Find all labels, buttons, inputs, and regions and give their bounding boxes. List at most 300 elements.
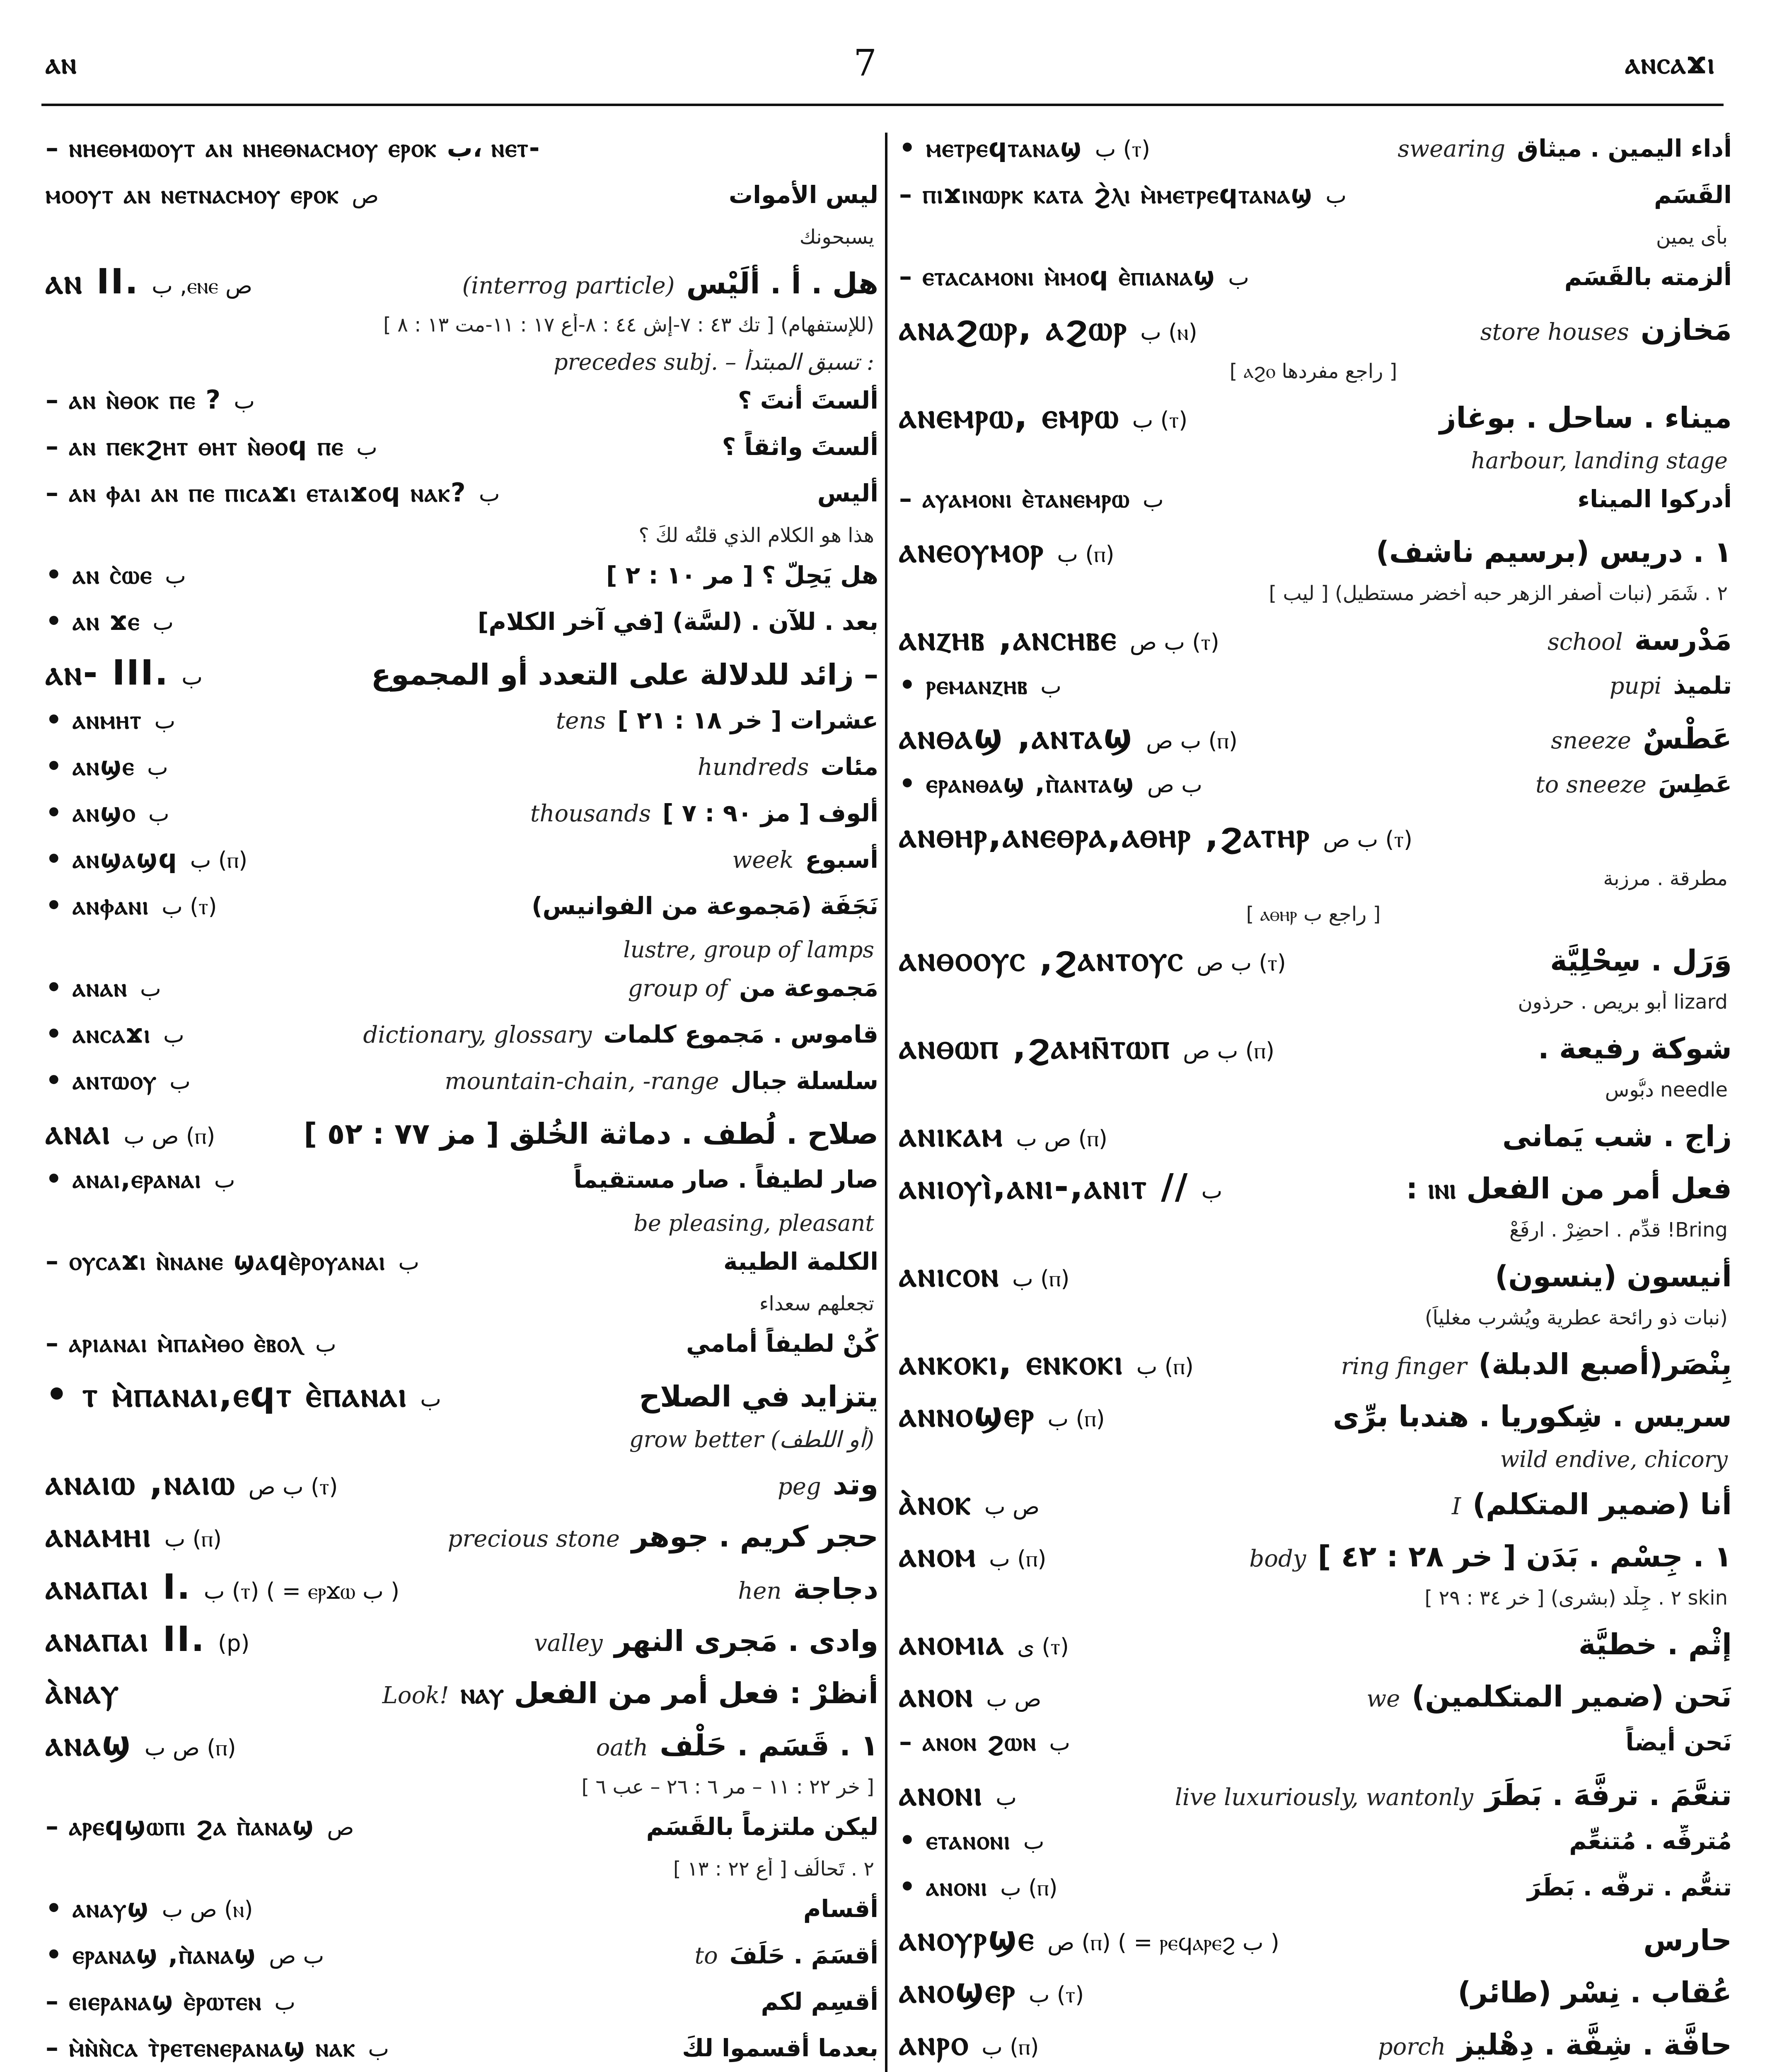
entry-headword-group — [46, 385, 255, 415]
entry-note: precedes subj. – تسبق المبتدأ : — [554, 349, 874, 375]
dictionary-entry — [46, 1111, 878, 1164]
part-of-speech: ب ص — [1147, 772, 1202, 798]
part-of-speech: ب — [356, 434, 377, 460]
english-gloss: I — [1451, 1493, 1461, 1520]
header-rule — [41, 104, 1724, 106]
arabic-gloss: أداء اليمين . ميثاق — [1517, 134, 1732, 162]
coptic-headword: ⲁ̀ⲛⲟⲕ — [899, 1482, 972, 1523]
entry-gloss-group — [646, 1813, 878, 1841]
arabic-gloss: أقسَمَ . حَلَفَ — [729, 1941, 878, 1969]
entry-headword-group — [46, 1246, 419, 1276]
entry-gloss-group — [738, 386, 878, 414]
dictionary-subentry — [46, 1328, 878, 1374]
entry-gloss-group — [371, 658, 878, 692]
entry-headword-group — [46, 652, 203, 693]
arabic-gloss: أسبوع — [805, 845, 878, 874]
part-of-speech: ب — [234, 388, 255, 414]
arabic-gloss: ١ . جِسْم . بَدَن [ خر ٢٨ : ٤٢ ] — [1318, 1539, 1732, 1573]
arabic-gloss: هل . أ . ألَيْس — [686, 266, 878, 300]
coptic-headword: • ⲁⲛϣⲉ — [46, 751, 135, 781]
part-of-speech: ب ص (ⲧ) — [1129, 629, 1219, 655]
dictionary-subentry — [46, 890, 878, 937]
coptic-headword: – ⲁⲣⲓⲁⲛⲁⲓ ⲙ̀ⲡⲁⲙ̀ⲑⲟ ⲉ̀ⲃⲟⲗ — [46, 1328, 303, 1358]
coptic-headword: • ⲁⲛⲫⲁⲛⲓ — [46, 890, 150, 920]
arabic-gloss: ألستَ أنتَ ؟ — [737, 386, 878, 414]
entry-note: grow better (أو اللطف) — [629, 1426, 874, 1452]
part-of-speech: ب — [1228, 264, 1249, 290]
coptic-headword: • ⲉⲣⲁⲛⲁϣ ,ⲡ̀ⲁⲛⲁϣ — [46, 1939, 257, 1970]
arabic-gloss: يتزايد في الصلاح — [639, 1380, 878, 1414]
part-of-speech: ص — [327, 1814, 354, 1840]
arabic-gloss: مئات — [820, 753, 878, 781]
coptic-headword: ⲁⲛⲟⲩⲣϣⲉ — [899, 1918, 1035, 1958]
entry-headword-group — [46, 1723, 236, 1764]
entry-gloss-group — [606, 561, 878, 589]
part-of-speech: ب — [163, 1022, 184, 1048]
entry-note: (نبات ذو رائحة عطرية ويُشرب مغلياً) — [1424, 1306, 1728, 1329]
coptic-headword: ⲁⲛⲟⲙ — [899, 1534, 977, 1575]
english-gloss: hundreds — [697, 754, 809, 781]
coptic-headword: • ⲁⲛⲁⲩϣ — [46, 1893, 150, 1923]
entry-gloss-group — [363, 1020, 878, 1048]
part-of-speech: ص ب (ⲛ) — [162, 1896, 253, 1922]
english-gloss: porch — [1378, 2033, 1446, 2060]
arabic-gloss: دجاجة — [793, 1572, 878, 1606]
part-of-speech: ب — [1049, 1730, 1071, 1756]
entry-note: ٢ . تَحالُف [ أع ٢٢ : ١٣ ] — [673, 1857, 874, 1881]
entry-gloss-group — [1480, 313, 1732, 347]
coptic-headword: – ⲟⲩⲥⲁϫⲓ ⲛ̀ⲛⲁⲛⲉ ϣⲁϥⲉ̀ⲣⲟⲩⲁⲛⲁⲓ — [46, 1246, 386, 1276]
entry-headword-group — [46, 890, 217, 921]
dictionary-entry — [899, 1674, 1732, 1726]
arabic-gloss: مَجموعة من — [739, 974, 878, 1002]
dictionary-subentry — [899, 1871, 1732, 1918]
entry-headword-group — [46, 1514, 222, 1555]
dictionary-subentry — [899, 261, 1732, 307]
english-gloss: body — [1249, 1545, 1306, 1572]
dictionary-entry — [899, 1918, 1732, 1970]
entry-headword-group — [899, 938, 1286, 979]
entry-note: [ راجع ب ⲁⲑⲏⲣ ] — [1246, 903, 1381, 926]
dictionary-subentry — [46, 972, 878, 1019]
coptic-headword: • ⲁⲛϣⲁϣϥ — [46, 844, 178, 874]
english-gloss: hen — [738, 1578, 782, 1605]
coptic-headword: – ⲁⲛ ⲡⲉⲕϩⲏⲧ ⲑⲏⲧ ⲛ̀ⲑⲟϥ ⲡⲉ — [46, 431, 344, 461]
entry-note: Bring! قدِّم . احضِرْ . ارفَعْ — [1509, 1218, 1728, 1242]
arabic-gloss: حافَّة . شِفَّة . دِهْليز — [1457, 2028, 1732, 2062]
part-of-speech: ب — [148, 801, 169, 827]
dictionary-subentry — [46, 1065, 878, 1111]
coptic-headword: • ⲧ ⲙ̀ⲡⲁⲛⲁⲓ,ⲉϥⲧ ⲉ̀ⲡⲁⲛⲁⲓ — [46, 1374, 408, 1415]
part-of-speech: ب ص — [269, 1943, 324, 1969]
arabic-gloss: ليس الأموات — [728, 181, 878, 209]
english-gloss: pupi — [1609, 673, 1662, 700]
part-of-speech: ب — [154, 708, 176, 734]
coptic-headword: • ⲁⲛⲟⲛⲓ — [899, 1871, 988, 1902]
entry-gloss-group — [1502, 1119, 1732, 1153]
part-of-speech: ب ص (ⲧ) — [1323, 826, 1413, 852]
dictionary-entry — [46, 1723, 878, 1775]
coptic-headword: • ⲁⲛⲧⲱⲟⲩ — [46, 1065, 157, 1095]
part-of-speech: ب — [1040, 673, 1062, 699]
entry-gloss-group — [1550, 944, 1732, 978]
dictionary-subentry — [46, 133, 878, 179]
entry-headword-group — [899, 179, 1347, 210]
dictionary-entry — [899, 716, 1732, 768]
coptic-headword: – ⲉⲧⲁⲥⲁⲙⲟⲛⲓ ⲙ̀ⲙⲟϥ ⲉ̀ⲡⲓⲁⲛⲁϣ — [899, 261, 1216, 291]
coptic-headword: ⲁⲛⲓⲕⲁⲙ — [899, 1114, 1004, 1155]
coptic-headword: • ⲉⲧⲁⲛⲟⲛⲓ — [899, 1825, 1011, 1855]
entry-gloss-group — [1564, 263, 1732, 291]
dictionary-entry — [899, 307, 1732, 360]
entry-headword-group — [46, 1462, 338, 1503]
dictionary-entry — [899, 395, 1732, 448]
entry-headword-group — [46, 1986, 295, 2016]
part-of-speech: ص ب (ⲡ) — [123, 1123, 215, 1149]
part-of-speech: ب ,ⲉⲛⲉ ص — [152, 273, 253, 299]
entry-gloss-group — [732, 845, 878, 874]
entry-gloss-group — [574, 1165, 878, 1193]
entry-gloss-group — [1569, 1827, 1732, 1855]
entry-gloss-group — [1378, 2028, 1732, 2062]
part-of-speech: ب — [1023, 1828, 1044, 1854]
arabic-gloss: ميناء . ساحل . بوغاز — [1439, 401, 1732, 435]
entry-gloss-group — [1579, 1627, 1732, 1661]
arabic-gloss: – زائد للدلالة على التعدد أو المجموع — [371, 658, 878, 692]
dictionary-subentry — [46, 1893, 878, 1939]
entry-gloss-group — [1551, 721, 1732, 755]
entry-gloss-group — [1397, 134, 1732, 162]
dictionary-subentry — [899, 1726, 1732, 1773]
part-of-speech: ب (ⲡ) — [164, 1526, 222, 1552]
arabic-gloss: بِنْصَر(أصبع الدبلة) — [1478, 1347, 1732, 1381]
coptic-headword: • ⲁⲛϣⲟ — [46, 797, 136, 828]
coptic-headword: • ⲣⲉⲙⲁⲛⲍⲏⲃ — [899, 670, 1028, 700]
entry-headword-group — [899, 716, 1238, 757]
entry-gloss-group — [530, 799, 878, 827]
entry-note: تجعلهم سعداء — [759, 1292, 874, 1315]
entry-headword-group — [899, 395, 1187, 436]
part-of-speech: (p) — [218, 1630, 250, 1656]
part-of-speech: ب (ⲛ) — [1140, 319, 1197, 345]
entry-gloss-group — [1341, 1347, 1732, 1381]
english-gloss: school — [1547, 629, 1623, 656]
coptic-headword: ⲁⲛⲑⲏⲣ,ⲁⲛⲉⲑⲣⲁ,ⲁⲑⲏⲣ ,ϩⲁⲧⲏⲣ — [899, 815, 1311, 855]
arabic-gloss: نَحن (ضمير المتكلمين) — [1412, 1680, 1732, 1714]
entry-gloss-group — [723, 1247, 878, 1276]
entry-headword-group — [46, 1893, 253, 1924]
part-of-speech: ب — [1325, 182, 1347, 208]
dictionary-subentry — [46, 385, 878, 431]
entry-note: ٢ . شَمَر (نبات أصفر الزهر حبه أخضر مستطيل) [ ليب ] — [1269, 582, 1728, 605]
part-of-speech: ى (ⲧ) — [1017, 1634, 1069, 1660]
entry-headword-group — [46, 1671, 120, 1712]
arabic-gloss: عُقاب . نِسْر (طائر) — [1458, 1975, 1732, 2009]
part-of-speech: ب (ⲡ) — [190, 847, 248, 873]
part-of-speech: ب — [996, 1784, 1017, 1811]
entry-headword-group — [46, 972, 161, 1003]
coptic-headword: ⲁⲛⲁⲡⲁⲓ I. — [46, 1566, 191, 1607]
entry-headword-group — [46, 431, 377, 462]
part-of-speech: ب (ⲡ) — [1136, 1353, 1194, 1380]
arabic-gloss: بعدما أقسموا لكَ — [682, 2034, 878, 2062]
entry-gloss-group — [803, 1895, 878, 1923]
entry-headword-group — [899, 1871, 1058, 1902]
part-of-speech: ص ب (ⲡ) — [1016, 1126, 1108, 1152]
part-of-speech: ب (ⲡ) — [1000, 1875, 1058, 1901]
entry-headword-group — [46, 559, 186, 590]
part-of-speech: ب — [165, 563, 186, 589]
dictionary-subentry — [899, 179, 1732, 225]
entry-gloss-group — [628, 974, 878, 1002]
coptic-headword: • ⲉⲣⲁⲛⲑⲁϣ ,ⲡ̀ⲁⲛⲧⲁϣ — [899, 768, 1135, 799]
arabic-gloss: أنظرْ : فعل أمر من الفعل ⲛⲁⲩ — [460, 1676, 878, 1710]
arabic-gloss: تلميذ — [1673, 671, 1732, 700]
entry-gloss-group — [1333, 1399, 1732, 1433]
part-of-speech: ب ص (ⲧ) — [1196, 950, 1286, 976]
arabic-gloss: أدركوا الميناء — [1577, 485, 1732, 513]
dictionary-entry — [46, 1374, 878, 1426]
dictionary-subentry — [46, 1164, 878, 1210]
arabic-gloss: مَخازن — [1640, 313, 1732, 347]
dictionary-subentry — [46, 477, 878, 524]
dictionary-subentry — [46, 751, 878, 797]
english-gloss: group of — [628, 975, 728, 1002]
part-of-speech: ب — [1201, 1178, 1223, 1204]
dictionary-entry — [899, 2022, 1732, 2072]
dictionary-subentry — [46, 797, 878, 844]
coptic-headword: ⲁⲛ II. — [46, 261, 140, 302]
coptic-headword: – ⲁⲛ ⲛ̀ⲑⲟⲕ ⲡⲉ ? — [46, 385, 222, 415]
entry-gloss-group — [761, 1987, 878, 2016]
dictionary-entry — [899, 1166, 1732, 1218]
coptic-headword: • ⲙⲉⲧⲣⲉϥⲧⲁⲛⲁϣ — [899, 133, 1083, 163]
part-of-speech: ب — [420, 1386, 441, 1412]
entry-note: بأى يمين — [1656, 225, 1728, 249]
arabic-gloss: ١ . قَسَم . حَلْف — [660, 1728, 878, 1762]
arabic-gloss: أنا (ضمير المتكلم) — [1472, 1487, 1732, 1521]
part-of-speech: ص (ⲡ) ( = ⲣⲉϥⲁⲣⲉϩ ب ) — [1047, 1929, 1279, 1956]
part-of-speech: ب — [315, 1331, 336, 1357]
entry-note: [ خر ٢٢ : ١١ – مر ٦ : ٢٦ – عب ٦ ] — [581, 1775, 874, 1798]
dictionary-entry — [46, 1671, 878, 1723]
coptic-headword: ⲁⲛⲁϣ — [46, 1723, 132, 1764]
dictionary-subentry — [46, 2032, 878, 2072]
coptic-headword: ⲁⲛⲑⲁϣ ,ⲁⲛⲧⲁϣ — [899, 716, 1134, 757]
arabic-gloss: مُترفِّه . مُتنعِّم — [1569, 1827, 1732, 1855]
entry-gloss-group — [1249, 1539, 1732, 1573]
dictionary-entry — [46, 1514, 878, 1566]
entry-note: مطرقة . مرزبة — [1603, 867, 1728, 890]
coptic-headword: ⲁⲛⲁⲓⲱ ,ⲛⲁⲓⲱ — [46, 1462, 236, 1503]
entry-headword-group — [46, 1328, 336, 1358]
entry-gloss-group — [1458, 1975, 1732, 2009]
entry-gloss-group — [596, 1728, 878, 1762]
coptic-headword: ⲁⲛⲕⲟⲕⲓ, ⲉⲛⲕⲟⲕⲓ — [899, 1342, 1124, 1382]
entry-note: harbour, landing stage — [1471, 448, 1728, 474]
dictionary-entry — [899, 815, 1732, 867]
entry-gloss-group — [1547, 623, 1732, 657]
entry-gloss-group — [738, 1572, 878, 1606]
entry-gloss-group — [1495, 1259, 1732, 1293]
dictionary-entry — [899, 530, 1732, 582]
arabic-gloss: نَحن أيضاً — [1625, 1728, 1732, 1756]
dictionary-subentry — [899, 768, 1732, 815]
part-of-speech: ب ص (ⲡ) — [1183, 1038, 1275, 1064]
arabic-gloss: ألزمته بالقَسَم — [1564, 263, 1732, 291]
coptic-headword: ⲁⲛⲁⲓ — [46, 1111, 111, 1152]
part-of-speech: ب — [214, 1167, 235, 1193]
entry-gloss-group — [1175, 1778, 1732, 1812]
entry-gloss-group — [722, 433, 878, 461]
arabic-gloss: أقسام — [803, 1895, 878, 1923]
coptic-headword: ⲁⲛⲑⲟⲟⲩⲥ ,ϩⲁⲛⲧⲟⲩⲥ — [899, 938, 1184, 979]
entry-gloss-group — [1376, 535, 1732, 569]
english-gloss: swearing — [1397, 136, 1506, 162]
entry-headword-group — [899, 483, 1164, 514]
english-gloss: Look! — [382, 1682, 449, 1709]
english-gloss: (interrog particle) — [462, 272, 675, 299]
entry-note: skin ٢ . جِلْد (بشرى) [ خر ٣٤ : ٢٩ ] — [1424, 1586, 1728, 1610]
entry-gloss-group — [1527, 1873, 1732, 1901]
entry-headword-group — [46, 477, 500, 508]
coptic-headword: ⲁⲛⲟⲛⲓ — [899, 1773, 984, 1813]
dictionary-entry — [46, 1462, 878, 1514]
coptic-headword: – ⲁⲣⲉϥϣⲱⲡⲓ ϩⲁ ⲡ̀ⲁⲛⲁϣ — [46, 1811, 315, 1841]
coptic-headword: ⲁⲛⲉⲙⲣⲱ, ⲉⲙⲣⲱ — [899, 395, 1120, 436]
coptic-headword: ⲁⲛⲛⲟϣⲉⲣ — [899, 1394, 1035, 1435]
entry-headword-group — [46, 1566, 399, 1607]
dictionary-subentry — [899, 483, 1732, 530]
entry-headword-group — [899, 1482, 1040, 1523]
arabic-gloss: حجر كريم . جوهر — [631, 1520, 878, 1554]
part-of-speech: ص ب — [986, 1686, 1042, 1712]
dictionary-entry — [46, 652, 878, 704]
arabic-gloss: وَرَل . سِحْلِيَّة — [1550, 944, 1732, 978]
entry-gloss-group — [1654, 181, 1732, 209]
part-of-speech: ب — [479, 481, 500, 507]
entry-headword-group — [46, 1811, 354, 1842]
entry-headword-group — [899, 1773, 1017, 1814]
dictionary-subentry — [46, 844, 878, 890]
dictionary-entry — [899, 1114, 1732, 1166]
arabic-gloss: أنيسون (ينسون) — [1495, 1259, 1732, 1293]
arabic-gloss: ليكن ملتزماً بالقَسَم — [646, 1813, 878, 1841]
entry-gloss-group — [478, 608, 878, 636]
dictionary-subentry — [46, 1019, 878, 1065]
entry-gloss-group — [698, 753, 878, 781]
entry-note: هذا هو الكلام الذي قلتُه لكَ ؟ — [638, 524, 874, 547]
page-number: 7 — [853, 41, 877, 84]
entry-headword-group — [899, 1166, 1222, 1207]
coptic-headword: – ⲛⲏⲉⲑⲙⲱⲟⲩⲧ ⲁⲛ ⲛⲏⲉⲑⲛⲁⲥⲙⲟⲩ ⲉⲣⲟⲕ ب، ⲛⲉⲧ- — [46, 133, 541, 163]
entry-gloss-group — [639, 1380, 878, 1414]
entry-note: be pleasing, pleasant — [633, 1210, 874, 1236]
arabic-gloss: أُقسِم لكم — [761, 1987, 878, 2016]
arabic-gloss: نَجَفَة (مَجموعة من الفوانيس) — [531, 892, 878, 920]
arabic-gloss: زاج . شب يَمانى — [1502, 1119, 1732, 1153]
entry-headword-group — [46, 261, 252, 302]
coptic-headword: • ⲁⲛ ⲥ̀ⲱⲉ — [46, 559, 153, 590]
english-gloss: ring finger — [1341, 1353, 1467, 1380]
coptic-headword: ⲁⲛⲍⲏⲃ ,ⲁⲛⲥⲏⲃⲉ — [899, 617, 1117, 658]
entry-headword-group — [899, 1026, 1274, 1067]
part-of-speech: ب ص (ⲧ) — [248, 1474, 338, 1500]
coptic-headword: – ⲁⲛ ⲫⲁⲓ ⲁⲛ ⲡⲉ ⲡⲓⲥⲁϫⲓ ⲉⲧⲁⲓϫⲟϥ ⲛⲁⲕ? — [46, 477, 467, 508]
dictionary-subentry — [46, 606, 878, 652]
arabic-gloss: شوكة رفيعة . — [1538, 1031, 1732, 1065]
dictionary-entry — [46, 261, 878, 313]
english-gloss: peg — [777, 1473, 821, 1500]
arabic-gloss: إثْم . خطيَّة — [1578, 1627, 1732, 1661]
entry-headword-group — [46, 1065, 191, 1096]
coptic-headword: ⲁⲛⲁϩⲱⲣ, ⲁϩⲱⲣ — [899, 307, 1128, 348]
header-left-guideword: ⲁⲛ — [46, 46, 77, 80]
dictionary-subentry — [899, 1825, 1732, 1871]
entry-gloss-group — [694, 1941, 878, 1969]
arabic-gloss: سريس . شِكوريا . هندبا برِّى — [1332, 1399, 1732, 1433]
dictionary-entry — [899, 938, 1732, 990]
arabic-gloss: تنعَّمَ . ترفَّهَ . بَطَرَ — [1485, 1778, 1732, 1812]
entry-note: lizard أبو بريص . حرذون — [1518, 990, 1728, 1014]
entry-headword-group — [46, 1619, 249, 1660]
arabic-gloss: قاموس . مَجموع كلمات — [603, 1020, 878, 1048]
entry-note: wild endive, chicory — [1500, 1446, 1728, 1472]
right-column — [899, 133, 1732, 2072]
dictionary-entry — [899, 1970, 1732, 2022]
english-gloss: dictionary, glossary — [363, 1021, 592, 1048]
dictionary-subentry — [46, 1939, 878, 1986]
entry-headword-group — [899, 1534, 1047, 1575]
arabic-gloss: ألوف [ مز ٩٠ : ٧ ] — [662, 799, 878, 827]
english-gloss: to sneeze — [1535, 771, 1647, 798]
entry-headword-group — [899, 1970, 1084, 2011]
entry-headword-group — [899, 1342, 1194, 1383]
coptic-headword: ⲁⲛⲉⲟⲩⲙⲟⲣ — [899, 530, 1045, 570]
english-gloss: to — [694, 1942, 718, 1969]
coptic-headword: ⲁⲛⲟϣⲉⲣ — [899, 1970, 1016, 2011]
dictionary-subentry — [46, 1811, 878, 1857]
coptic-headword: ⲁⲛⲣⲟ — [899, 2022, 970, 2063]
dictionary-entry — [899, 1622, 1732, 1674]
dictionary-entry — [899, 1254, 1732, 1306]
arabic-gloss: بعد . للآن . (لسَّة) [في آخر الكلام] — [477, 608, 878, 636]
part-of-speech: ص ب (ⲡ) — [144, 1735, 236, 1761]
english-gloss: oath — [596, 1734, 648, 1761]
coptic-headword: – ⲙ̀ⲛ̀ⲛ̀ⲥⲁ ⲧ̀ⲣⲉⲧⲉⲛⲉⲣⲁⲛⲁϣ ⲛⲁⲕ — [46, 2032, 356, 2062]
coptic-headword: – ⲡⲓϫⲓⲛⲱⲣⲕ ⲕⲁⲧⲁ ϩ̀ⲗⲓ ⲙ̀ⲙⲉⲧⲣⲉϥⲧⲁⲛⲁϣ — [899, 179, 1313, 209]
entry-gloss-group — [462, 266, 878, 300]
entry-headword-group — [899, 1394, 1105, 1435]
entry-headword-group — [899, 1918, 1279, 1959]
entry-gloss-group — [729, 181, 878, 209]
dictionary-subentry — [46, 179, 878, 225]
part-of-speech: ب (ⲧ) — [1132, 407, 1188, 433]
coptic-headword: ⲁⲛ- III. — [46, 652, 169, 693]
entry-gloss-group — [534, 1624, 878, 1658]
arabic-gloss: عشرات [ خر ١٨ : ٢١ ] — [617, 706, 878, 734]
entry-note: needle دبُّوس — [1605, 1078, 1728, 1101]
entry-gloss-group — [445, 1067, 878, 1095]
entry-gloss-group — [1625, 1728, 1732, 1756]
english-gloss: live luxuriously, wantonly — [1175, 1784, 1473, 1811]
entry-headword-group — [46, 1111, 215, 1152]
entry-gloss-group — [556, 706, 878, 734]
dictionary-subentry — [46, 1246, 878, 1292]
arabic-gloss: القَسَم — [1654, 181, 1732, 209]
entry-gloss-group — [1610, 671, 1732, 700]
arabic-gloss: الكلمة الطيبة — [723, 1247, 878, 1276]
